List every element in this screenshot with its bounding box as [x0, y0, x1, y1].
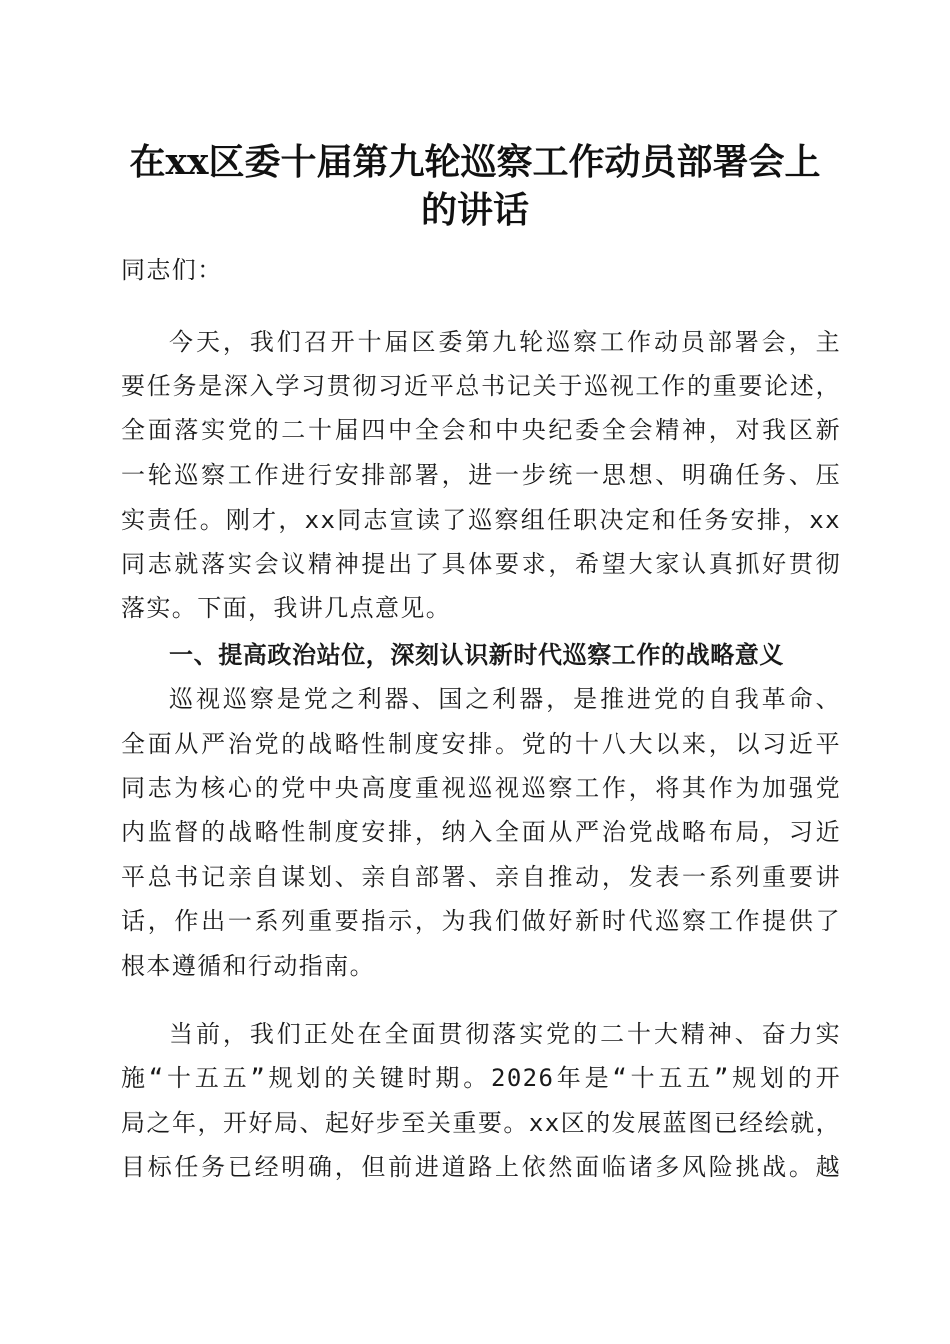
- paragraph-2-line: 同志为核心的党中央高度重视巡视巡察工作，将其作为加强党: [121, 774, 841, 802]
- paragraph-1-line: 今天，我们召开十届区委第九轮巡察工作动员部署会，主: [169, 328, 841, 356]
- paragraph-1-line: 实责任。刚才，xx同志宣读了巡察组任职决定和任务安排，xx: [121, 506, 841, 534]
- paragraph-2-line: 平总书记亲自谋划、亲自部署、亲自推动，发表一系列重要讲: [121, 863, 841, 891]
- document-title-line-2: 的讲话: [420, 189, 529, 231]
- paragraph-2-line: 内监督的战略性制度安排，纳入全面从严治党战略布局，习近: [121, 818, 841, 846]
- paragraph-3-line: 局之年，开好局、起好步至关重要。xx区的发展蓝图已经绘就，: [121, 1109, 841, 1137]
- paragraph-2-line: 根本遵循和行动指南。: [121, 952, 375, 980]
- paragraph-1-line: 全面落实党的二十届四中全会和中央纪委全会精神，对我区新: [121, 416, 841, 444]
- paragraph-2-line: 全面从严治党的战略性制度安排。党的十八大以来，以习近平: [121, 730, 841, 758]
- paragraph-3-line: 施“十五五”规划的关键时期。2026年是“十五五”规划的开: [121, 1064, 841, 1092]
- section-heading: 一、提高政治站位，深刻认识新时代巡察工作的战略意义: [169, 641, 784, 669]
- salutation: 同志们：: [121, 256, 223, 284]
- paragraph-1-line: 落实。下面，我讲几点意见。: [121, 594, 452, 622]
- paragraph-3-line: 目标任务已经明确，但前进道路上依然面临诸多风险挑战。越: [121, 1153, 841, 1181]
- paragraph-1-line: 同志就落实会议精神提出了具体要求，希望大家认真抓好贯彻: [121, 550, 841, 578]
- paragraph-3-line: 当前，我们正处在全面贯彻落实党的二十大精神、奋力实: [169, 1020, 841, 1048]
- paragraph-1-line: 要任务是深入学习贯彻习近平总书记关于巡视工作的重要论述，: [121, 372, 841, 400]
- paragraph-2-line: 巡视巡察是党之利器、国之利器，是推进党的自我革命、: [169, 685, 841, 713]
- paragraph-2-line: 话，作出一系列重要指示，为我们做好新时代巡察工作提供了: [121, 907, 841, 935]
- paragraph-1-line: 一轮巡察工作进行安排部署，进一步统一思想、明确任务、压: [121, 461, 841, 489]
- document-title-line-1: 在xx区委十届第九轮巡察工作动员部署会上: [129, 141, 821, 183]
